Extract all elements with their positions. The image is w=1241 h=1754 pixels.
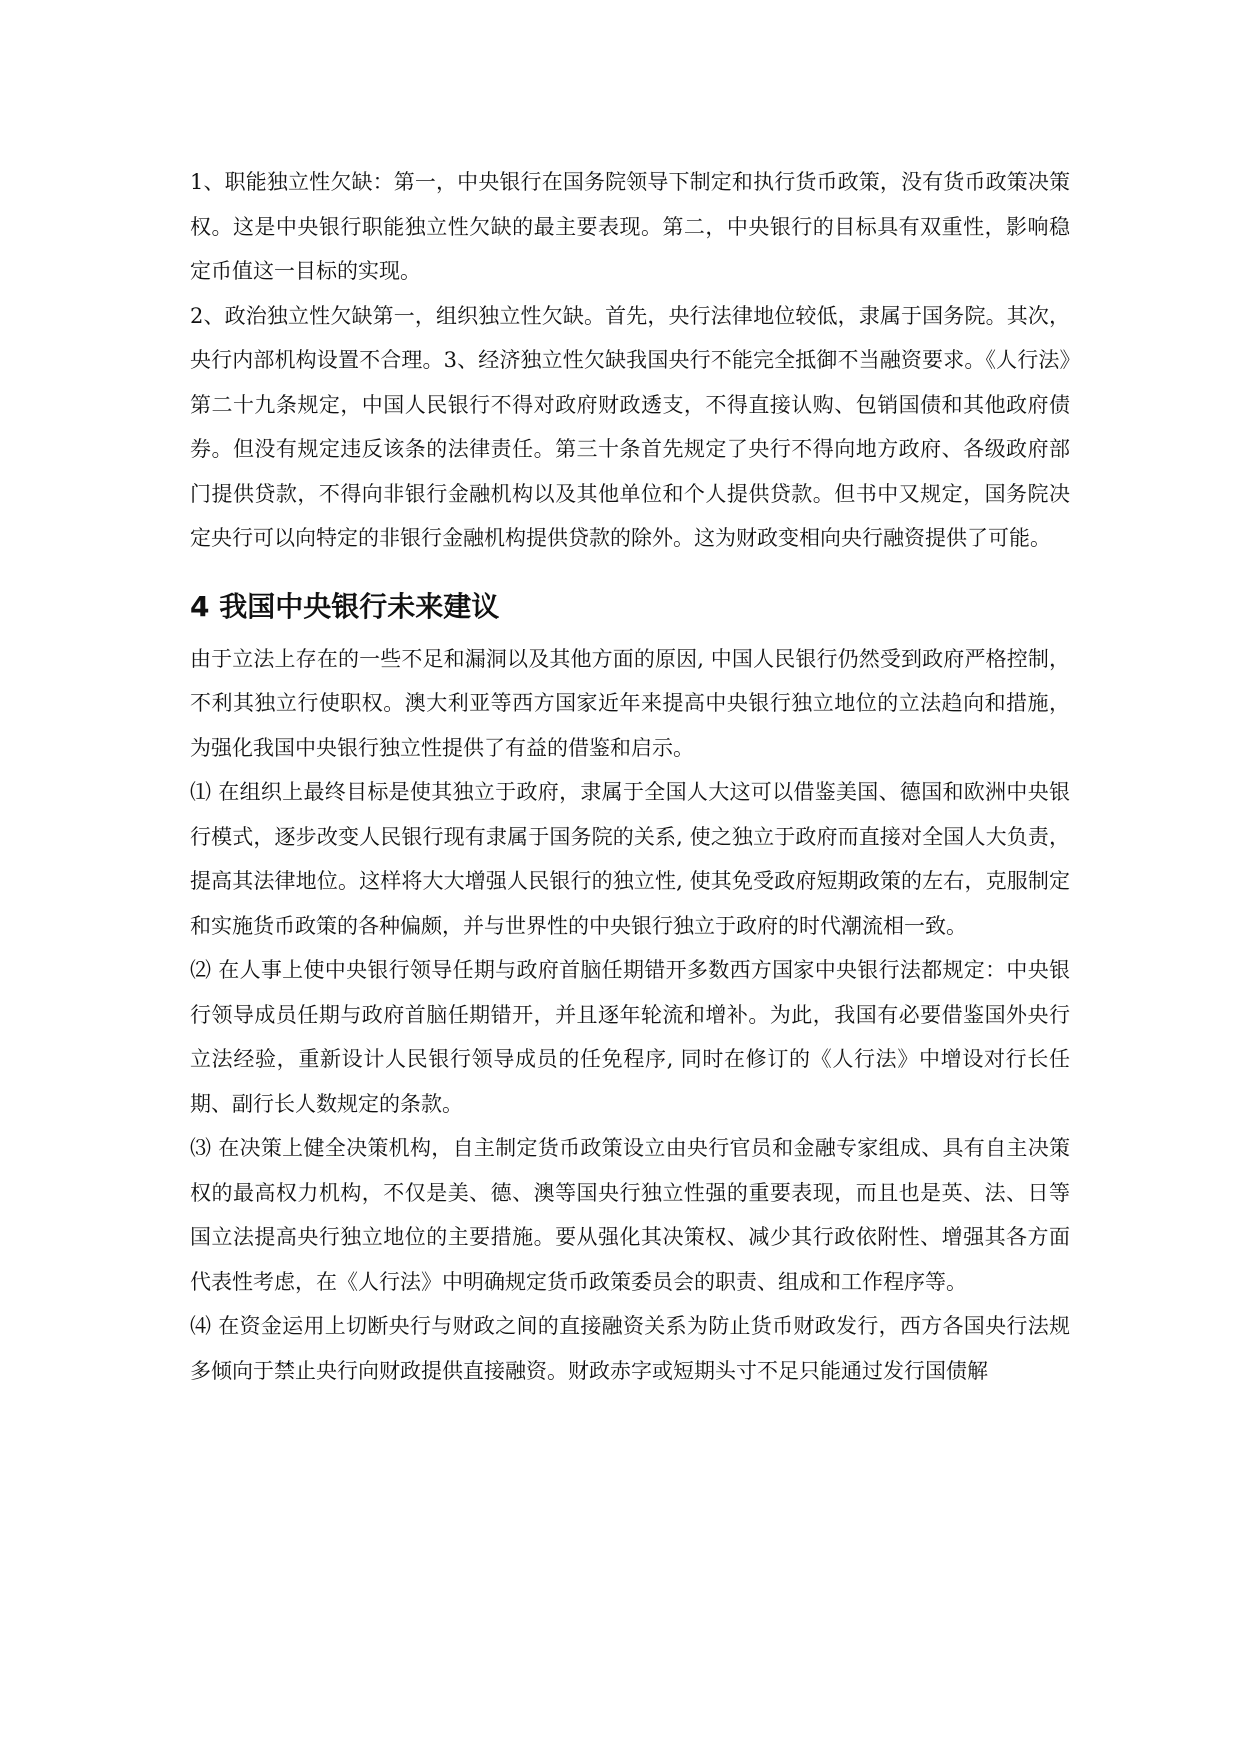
section-heading: 4 我国中央银行未来建议 <box>190 589 500 623</box>
paragraph-item-1: ⑴ 在组织上最终目标是使其独立于政府，隶属于全国人大这可以借鉴美国、德国和欧洲中央银行模式，逐步改变人民银行现有隶属于国务院的关系, 使之独立于政府而直接对全国人大负责，提高其法律地位。这样将大大增强人民银行的独立性, 使其免受政府短期政策的左右，克服制定和实施货币政策的各种偏颇，并与世界性的中央银行独立于政府的时代潮流相一致。 <box>190 780 1070 938</box>
paragraph-item-4: ⑷ 在资金运用上切断央行与财政之间的直接融资关系为防止货币财政发行，西方各国央行法规多倾向于禁止央行向财政提供直接融资。财政赤字或短期头寸不足只能通过发行国债解 <box>190 1314 1070 1383</box>
paragraph-item-2: ⑵ 在人事上使中央银行领导任期与政府首脑任期错开多数西方国家中央银行法都规定：中央银行领导成员任期与政府首脑任期错开，并且逐年轮流和增补。为此，我国有必要借鉴国外央行立法经验，重新设计人民银行领导成员的任免程序, 同时在修订的《人行法》中增设对行长任期、副行长人数规定的条款。 <box>190 958 1070 1116</box>
paragraph-political-independence: 2、政治独立性欠缺第一，组织独立性欠缺。首先，央行法律地位较低，隶属于国务院。其次，央行内部机构设置不合理。3、经济独立性欠缺我国央行不能完全抵御不当融资要求。《人行法》第二十九条规定，中国人民银行不得对政府财政透支，不得直接认购、包销国债和其他政府债券。但没有规定违反该条的法律责任。第三十条首先规定了央行不得向地方政府、各级政府部门提供贷款，不得向非银行金融机构以及其他单位和个人提供贷款。但书中又规定，国务院决定央行可以向特定的非银行金融机构提供贷款的除外。这为财政变相向央行融资提供了可能。 <box>190 303 1070 550</box>
paragraph-functional-independence: 1、职能独立性欠缺：第一，中央银行在国务院领导下制定和执行货币政策，没有货币政策决策权。这是中央银行职能独立性欠缺的最主要表现。第二，中央银行的目标具有双重性，影响稳定币值这一目标的实现。 <box>190 170 1070 283</box>
document-page <box>190 160 1070 1393</box>
paragraph-intro: 由于立法上存在的一些不足和漏洞以及其他方面的原因, 中国人民银行仍然受到政府严格控制，不利其独立行使职权。澳大利亚等西方国家近年来提高中央银行独立地位的立法趋向和措施，为强化我国中央银行独立性提供了有益的借鉴和启示。 <box>190 646 1070 760</box>
paragraph-item-3: ⑶ 在决策上健全决策机构，自主制定货币政策设立由央行官员和金融专家组成、具有自主决策权的最高权力机构，不仅是美、德、澳等国央行独立性强的重要表现，而且也是英、法、日等国立法提高央行独立地位的主要措施。要从强化其决策权、减少其行政依附性、增强其各方面代表性考虑，在《人行法》中明确规定货币政策委员会的职责、组成和工作程序等。 <box>190 1136 1070 1294</box>
